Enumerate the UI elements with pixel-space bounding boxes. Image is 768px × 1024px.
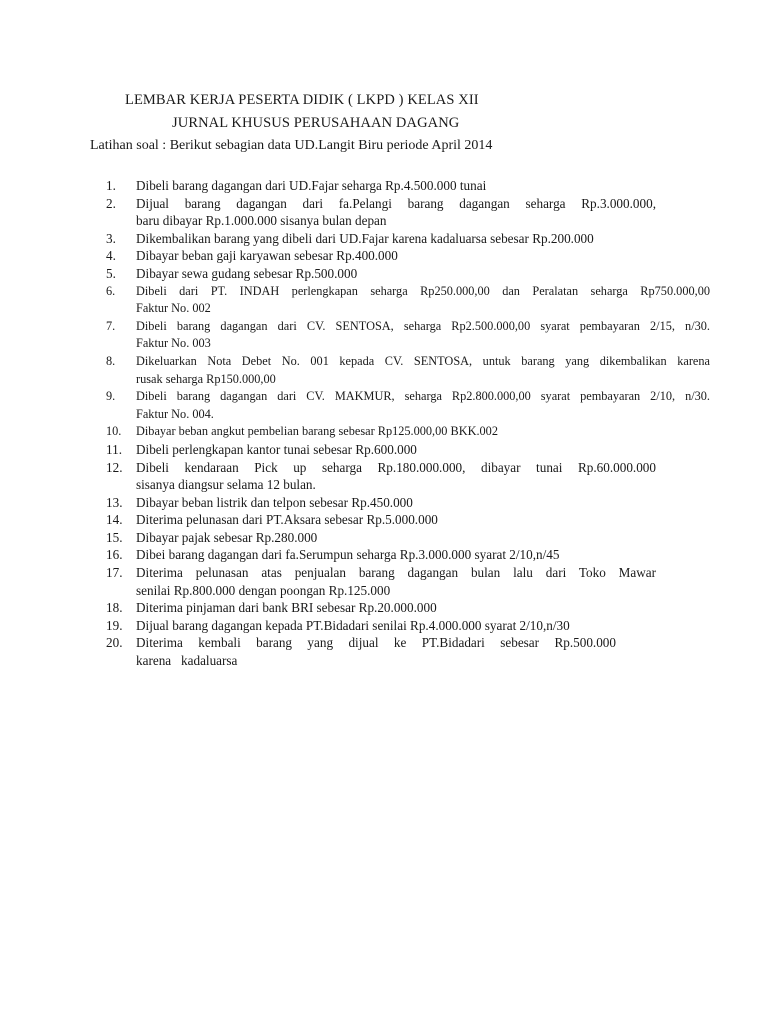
item-number: 13.: [106, 494, 123, 510]
item-text: rusak seharga Rp150.000,00: [136, 371, 276, 386]
item-number: 1.: [106, 178, 116, 193]
list-item: [106, 494, 710, 512]
item-number: 10.: [106, 424, 122, 439]
list-item: [106, 511, 710, 529]
item-number: 15.: [106, 529, 123, 545]
item-text: Dibayar beban gaji karyawan sebesar Rp.400.000: [136, 248, 398, 264]
item-text: Dibayar beban listrik dan telpon sebesar Rp.450.000: [136, 494, 413, 510]
item-number: 8.: [106, 353, 116, 368]
item-text: senilai Rp.800.000 dengan poongan Rp.125.000: [136, 582, 391, 598]
list-item: [106, 599, 710, 617]
item-text: Diterima kembali barang yang dijual ke PT.Bidadari sebesar Rp.500.000: [136, 635, 616, 651]
list-item: [106, 529, 710, 547]
item-number: 20.: [106, 635, 123, 651]
item-number: 16.: [106, 547, 123, 563]
item-number: 17.: [106, 565, 123, 581]
item-text: Dibeli barang dagangan dari CV. MAKMUR, seharga Rp2.800.000,00 syarat pembayaran 2/10, n/30.: [136, 389, 710, 404]
item-text: Diterima pelunasan dari PT.Aksara sebesar Rp.5.000.000: [136, 512, 438, 528]
item-number: 19.: [106, 617, 123, 633]
item-text: Faktur No. 002: [136, 301, 211, 316]
item-number: 7.: [106, 318, 116, 333]
item-text: baru dibayar Rp.1.000.000 sisanya bulan depan: [136, 213, 387, 229]
item-text: karena kadaluarsa: [136, 653, 238, 669]
item-text: Dibei barang dagangan dari fa.Serumpun seharga Rp.3.000.000 syarat 2/10,n/45: [136, 547, 560, 563]
list-item: [106, 388, 710, 423]
item-number: 18.: [106, 600, 123, 616]
item-text: Dibeli barang dagangan dari UD.Fajar seharga Rp.4.500.000 tunai: [136, 178, 487, 193]
item-text: Diterima pelunasan atas penjualan barang dagangan bulan lalu dari Toko Mawar: [136, 565, 656, 581]
list-item: [106, 318, 710, 353]
list-item: [106, 230, 710, 248]
exercise-intro: Latihan soal : Berikut sebagian data UD.Langit Biru periode April 2014: [90, 138, 493, 153]
list-item: [106, 617, 710, 635]
list-item: [106, 546, 710, 564]
item-text: Dibayar beban angkut pembelian barang sebesar Rp125.000,00 BKK.002: [136, 424, 498, 439]
list-item: [106, 564, 710, 599]
transaction-list: [106, 177, 710, 670]
list-item: [106, 423, 710, 441]
list-item: [106, 177, 710, 195]
item-text: sisanya diangsur selama 12 bulan.: [136, 477, 316, 493]
document-subtitle: JURNAL KHUSUS PERUSAHAAN DAGANG: [172, 115, 460, 131]
item-number: 4.: [106, 248, 116, 264]
item-text: Dibeli kendaraan Pick up seharga Rp.180.000.000, dibayar tunai Rp.60.000.000: [136, 459, 656, 475]
item-number: 11.: [106, 441, 122, 457]
item-text: Dibayar pajak sebesar Rp.280.000: [136, 529, 318, 545]
item-number: 6.: [106, 283, 116, 298]
list-item: [106, 195, 710, 230]
item-text: Dikembalikan barang yang dibeli dari UD.Fajar karena kadaluarsa sebesar Rp.200.000: [136, 230, 594, 246]
item-text: Dijual barang dagangan kepada PT.Bidadari senilai Rp.4.000.000 syarat 2/10,n/30: [136, 617, 570, 633]
list-item: [106, 459, 710, 494]
list-item: [106, 441, 710, 459]
item-number: 5.: [106, 265, 116, 281]
item-number: 14.: [106, 512, 123, 528]
item-number: 12.: [106, 459, 123, 475]
item-text: Diterima pinjaman dari bank BRI sebesar Rp.20.000.000: [136, 600, 437, 616]
item-text: Dibeli dari PT. INDAH perlengkapan seharga Rp250.000,00 dan Peralatan seharga Rp750.000,00: [136, 283, 710, 298]
item-text: Faktur No. 004.: [136, 406, 214, 421]
item-text: Dibayar sewa gudang sebesar Rp.500.000: [136, 265, 358, 281]
list-item: [106, 283, 710, 318]
item-text: Dibeli barang dagangan dari CV. SENTOSA, seharga Rp2.500.000,00 syarat pembayaran 2/15, n/30.: [136, 318, 710, 333]
list-item: [106, 265, 710, 283]
item-text: Dibeli perlengkapan kantor tunai sebesar Rp.600.000: [136, 441, 417, 457]
list-item: [106, 353, 710, 388]
item-text: Faktur No. 003: [136, 336, 211, 351]
list-item: [106, 247, 710, 265]
item-number: 3.: [106, 230, 116, 246]
item-number: 2.: [106, 195, 116, 211]
item-text: Dijual barang dagangan dari fa.Pelangi barang dagangan seharga Rp.3.000.000,: [136, 195, 656, 211]
item-text: Dikeluarkan Nota Debet No. 001 kepada CV. SENTOSA, untuk barang yang dikembalikan karena: [136, 353, 710, 368]
item-number: 9.: [106, 389, 116, 404]
document-title: LEMBAR KERJA PESERTA DIDIK ( LKPD ) KELAS XII: [125, 92, 479, 108]
list-item: [106, 634, 710, 669]
